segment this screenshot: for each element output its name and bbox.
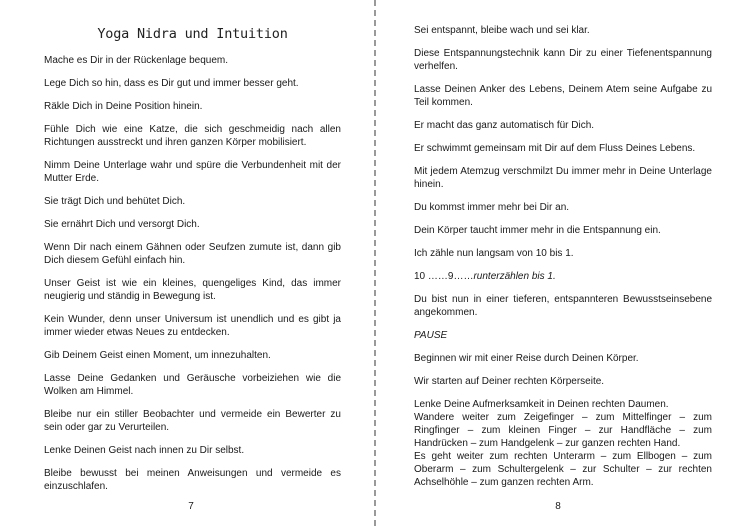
count-line [414, 270, 712, 283]
page-number-right: 8 [555, 501, 561, 512]
count-instruction: runterzählen bis 1. [473, 271, 556, 282]
chapter-title: Yoga Nidra und Intuition [97, 26, 288, 42]
right-page [377, 0, 750, 526]
count-prefix: 10 ……9…… [414, 271, 474, 282]
paragraph: Ich zähle nun langsam von 10 bis 1. [414, 248, 574, 259]
paragraph: Sei entspannt, bleibe wach und sei klar. [414, 25, 590, 36]
paragraph: Lenke Deinen Geist nach innen zu Dir selbst. [44, 445, 245, 456]
paragraph: Diese Entspannungstechnik kann Dir zu einer Tiefenentspannung verhelfen. [414, 48, 712, 72]
paragraph: Fühle Dich wie eine Katze, die sich geschmeidig nach allen Richtungen ausstreckt und ihren ganzen Körper mobilisiert. [44, 124, 341, 148]
paragraph: Unser Geist ist wie ein kleines, quengeliges Kind, das immer neugierig und ständig in Bewegung ist. [44, 278, 341, 302]
paragraph: Bleibe bewusst bei meinen Anweisungen und vermeide es einzuschlafen. [44, 468, 341, 492]
paragraph: Lege Dich so hin, dass es Dir gut und immer besser geht. [44, 78, 299, 89]
page-number-left: 7 [188, 501, 194, 512]
paragraph: Lasse Deinen Anker des Lebens, Deinem Atem seine Aufgabe zu Teil kommen. [414, 84, 712, 108]
paragraph: Du kommst immer mehr bei Dir an. [414, 202, 570, 213]
paragraph: Lasse Deine Gedanken und Geräusche vorbeiziehen wie die Wolken am Himmel. [44, 373, 341, 397]
body-scan-line: Wandere weiter zum Zeigefinger – zum Mittelfinger – zum Ringfinger – zum kleinen Finger – zur Handfläche – zum Handrücken – zum Handgelenk – zur ganzen rechten Hand. [414, 412, 712, 449]
body-scan-line: Es geht weiter zum rechten Unterarm – zum Ellbogen – zum Oberarm – zum Schultergelenk – zur Schulter – zur rechten Achselhöhle – zum ganzen rechten Arm. [414, 451, 712, 488]
paragraph: Dein Körper taucht immer mehr in die Entspannung ein. [414, 225, 661, 236]
paragraph: Beginnen wir mit einer Reise durch Deinen Körper. [414, 353, 639, 364]
paragraph: Er schwimmt gemeinsam mit Dir auf dem Fluss Deines Lebens. [414, 143, 696, 154]
right-page-column [414, 24, 712, 489]
paragraph: Nimm Deine Unterlage wahr und spüre die Verbundenheit mit der Mutter Erde. [44, 160, 341, 184]
paragraph: Bleibe nur ein stiller Beobachter und vermeide ein Bewerter zu sein oder gar zu Verurteilen. [44, 409, 341, 433]
paragraph: Du bist nun in einer tieferen, entspannteren Bewusstseinsebene angekommen. [414, 294, 712, 318]
page-divider [374, 0, 376, 526]
left-page [0, 0, 374, 526]
paragraph: Gib Deinem Geist einen Moment, um innezuhalten. [44, 350, 271, 361]
paragraph: Sie trägt Dich und behütet Dich. [44, 196, 186, 207]
paragraph: Er macht das ganz automatisch für Dich. [414, 120, 595, 131]
paragraph: Sie ernährt Dich und versorgt Dich. [44, 219, 200, 230]
paragraph: Mit jedem Atemzug verschmilzt Du immer mehr in Deine Unterlage hinein. [414, 166, 712, 190]
body-scan-line: Lenke Deine Aufmerksamkeit in Deinen rechten Daumen. [414, 399, 669, 410]
paragraph: Räkle Dich in Deine Position hinein. [44, 101, 203, 112]
paragraph: Wir starten auf Deiner rechten Körperseite. [414, 376, 605, 387]
pause-marker: PAUSE [414, 330, 448, 341]
paragraph: Kein Wunder, denn unser Universum ist unendlich und es gibt ja immer wieder etwas Neues zu entdecken. [44, 314, 341, 338]
paragraph: Wenn Dir nach einem Gähnen oder Seufzen zumute ist, dann gib Dich diesem Gefühl einfach hin. [44, 242, 341, 266]
left-page-column [44, 26, 341, 503]
paragraph: Mache es Dir in der Rückenlage bequem. [44, 55, 228, 66]
